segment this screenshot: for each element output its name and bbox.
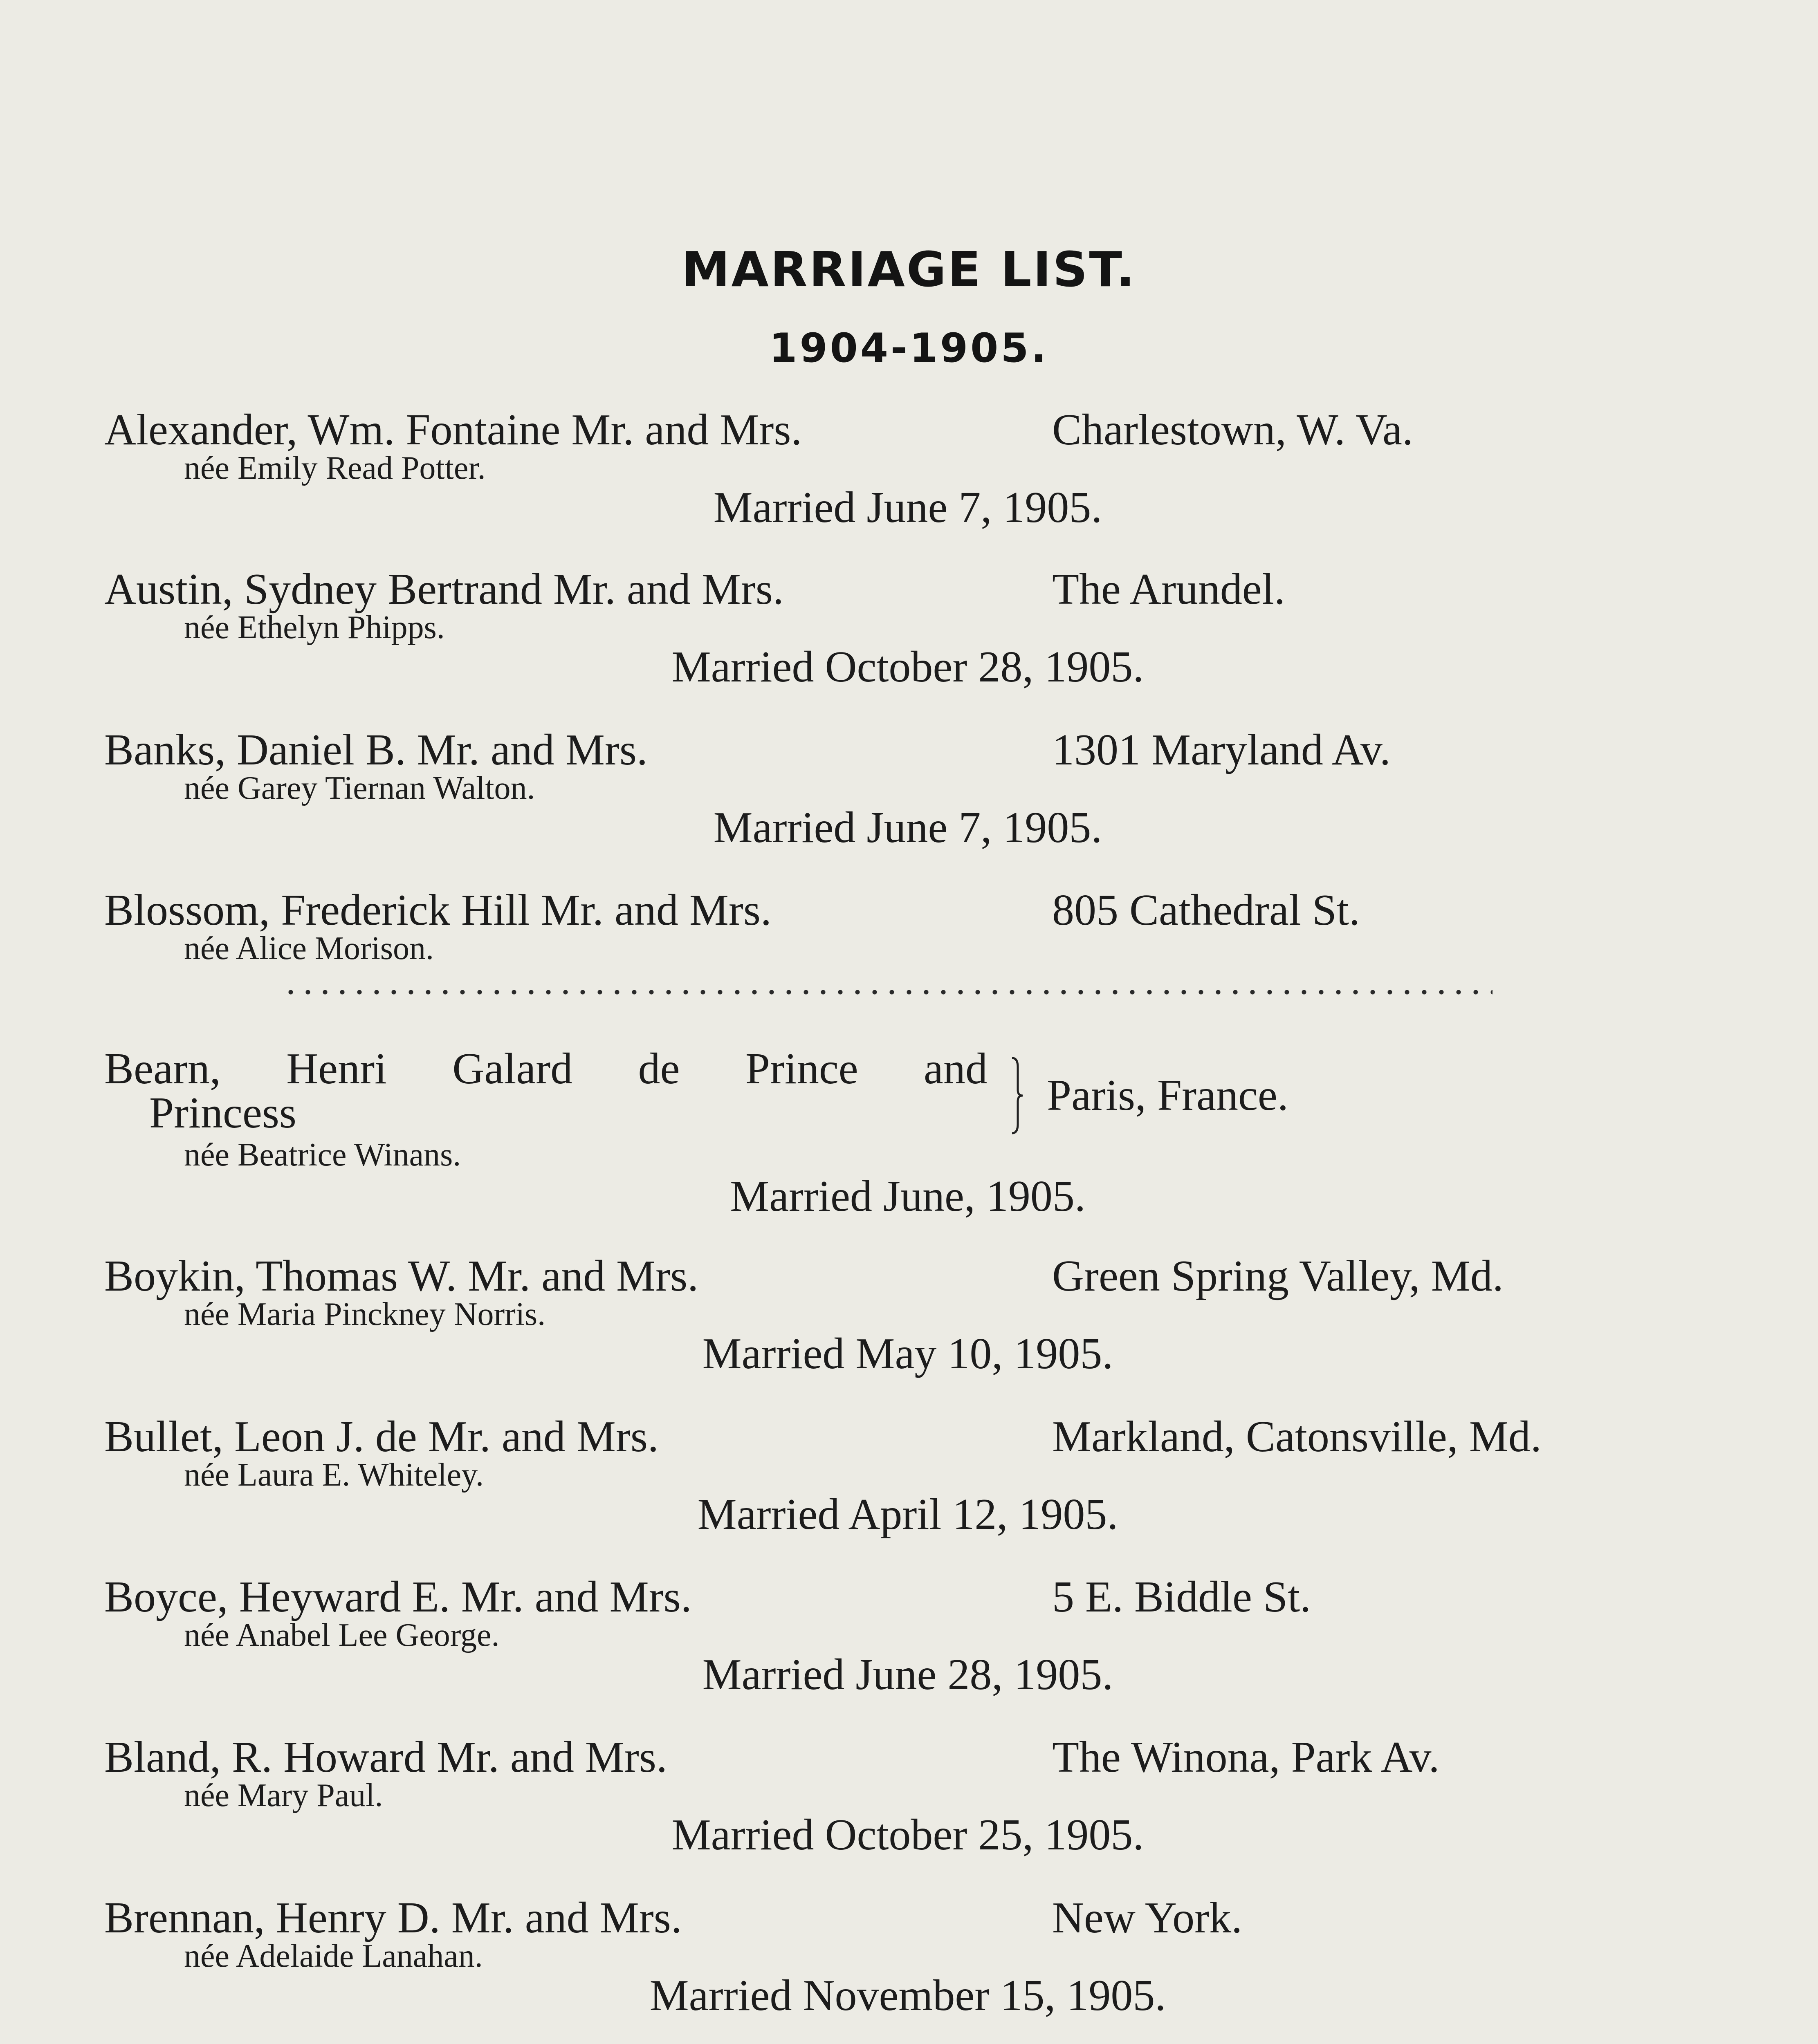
- entry-married-date: Married October 25, 1905.: [671, 1811, 1144, 1859]
- entry-address: Charlestown, W. Va.: [1052, 406, 1413, 454]
- entry-married-date: Married June, 1905.: [730, 1172, 1086, 1221]
- entry-nee: née Emily Read Potter.: [184, 450, 486, 486]
- entry-address: The Arundel.: [1052, 565, 1285, 614]
- page-subtitle-years: 1904-1905.: [769, 325, 1049, 372]
- dotted-separator: [282, 988, 1493, 996]
- entry-name: Bland, R. Howard Mr. and Mrs.: [104, 1733, 667, 1782]
- entry-name-line1: Bearn, Henri Galard de Prince and: [104, 1044, 988, 1093]
- entry-address: The Winona, Park Av.: [1052, 1733, 1440, 1782]
- entry-address: New York.: [1052, 1894, 1243, 1942]
- entry-name: Boykin, Thomas W. Mr. and Mrs.: [104, 1252, 699, 1300]
- entry-address: Markland, Catonsville, Md.: [1052, 1412, 1542, 1461]
- brace-icon: [1004, 1055, 1028, 1136]
- entry-nee: née Mary Paul.: [184, 1777, 383, 1813]
- entry-nee: née Laura E. Whiteley.: [184, 1457, 484, 1493]
- entry-nee: née Adelaide Lanahan.: [184, 1938, 483, 1974]
- entry-name-line2: Princess: [149, 1089, 296, 1137]
- entry-address: Paris, France.: [1047, 1071, 1288, 1120]
- entry-address: Green Spring Valley, Md.: [1052, 1252, 1504, 1300]
- entry-name: Brennan, Henry D. Mr. and Mrs.: [104, 1894, 682, 1942]
- entry-name: Blossom, Frederick Hill Mr. and Mrs.: [104, 886, 772, 935]
- entry-name: Boyce, Heyward E. Mr. and Mrs.: [104, 1573, 692, 1621]
- entry-married-date: Married November 15, 1905.: [649, 1971, 1166, 2020]
- entry-married-date: Married June 7, 1905.: [713, 483, 1102, 532]
- entry-address: 1301 Maryland Av.: [1052, 726, 1391, 774]
- entry-nee: née Anabel Lee George.: [184, 1617, 500, 1653]
- entry-nee: née Ethelyn Phipps.: [184, 610, 445, 645]
- page-title: MARRIAGE LIST.: [682, 241, 1136, 298]
- entry-married-date: Married October 28, 1905.: [671, 643, 1144, 691]
- entry-married-date: Married June 28, 1905.: [702, 1650, 1113, 1699]
- entry-name: Bullet, Leon J. de Mr. and Mrs.: [104, 1412, 659, 1461]
- entry-nee: née Alice Morison.: [184, 930, 434, 966]
- entry-name: Austin, Sydney Bertrand Mr. and Mrs.: [104, 565, 784, 614]
- entry-name: Alexander, Wm. Fontaine Mr. and Mrs.: [104, 406, 802, 454]
- entry-address: 805 Cathedral St.: [1052, 886, 1360, 935]
- entry-address: 5 E. Biddle St.: [1052, 1573, 1311, 1621]
- entry-nee: née Maria Pinckney Norris.: [184, 1296, 546, 1332]
- entry-married-date: Married May 10, 1905.: [702, 1329, 1113, 1378]
- entry-married-date: Married April 12, 1905.: [697, 1490, 1118, 1539]
- entry-nee: née Beatrice Winans.: [184, 1137, 461, 1173]
- entry-nee: née Garey Tiernan Walton.: [184, 770, 535, 806]
- entry-married-date: Married June 7, 1905.: [713, 803, 1102, 852]
- entry-name: Banks, Daniel B. Mr. and Mrs.: [104, 726, 648, 774]
